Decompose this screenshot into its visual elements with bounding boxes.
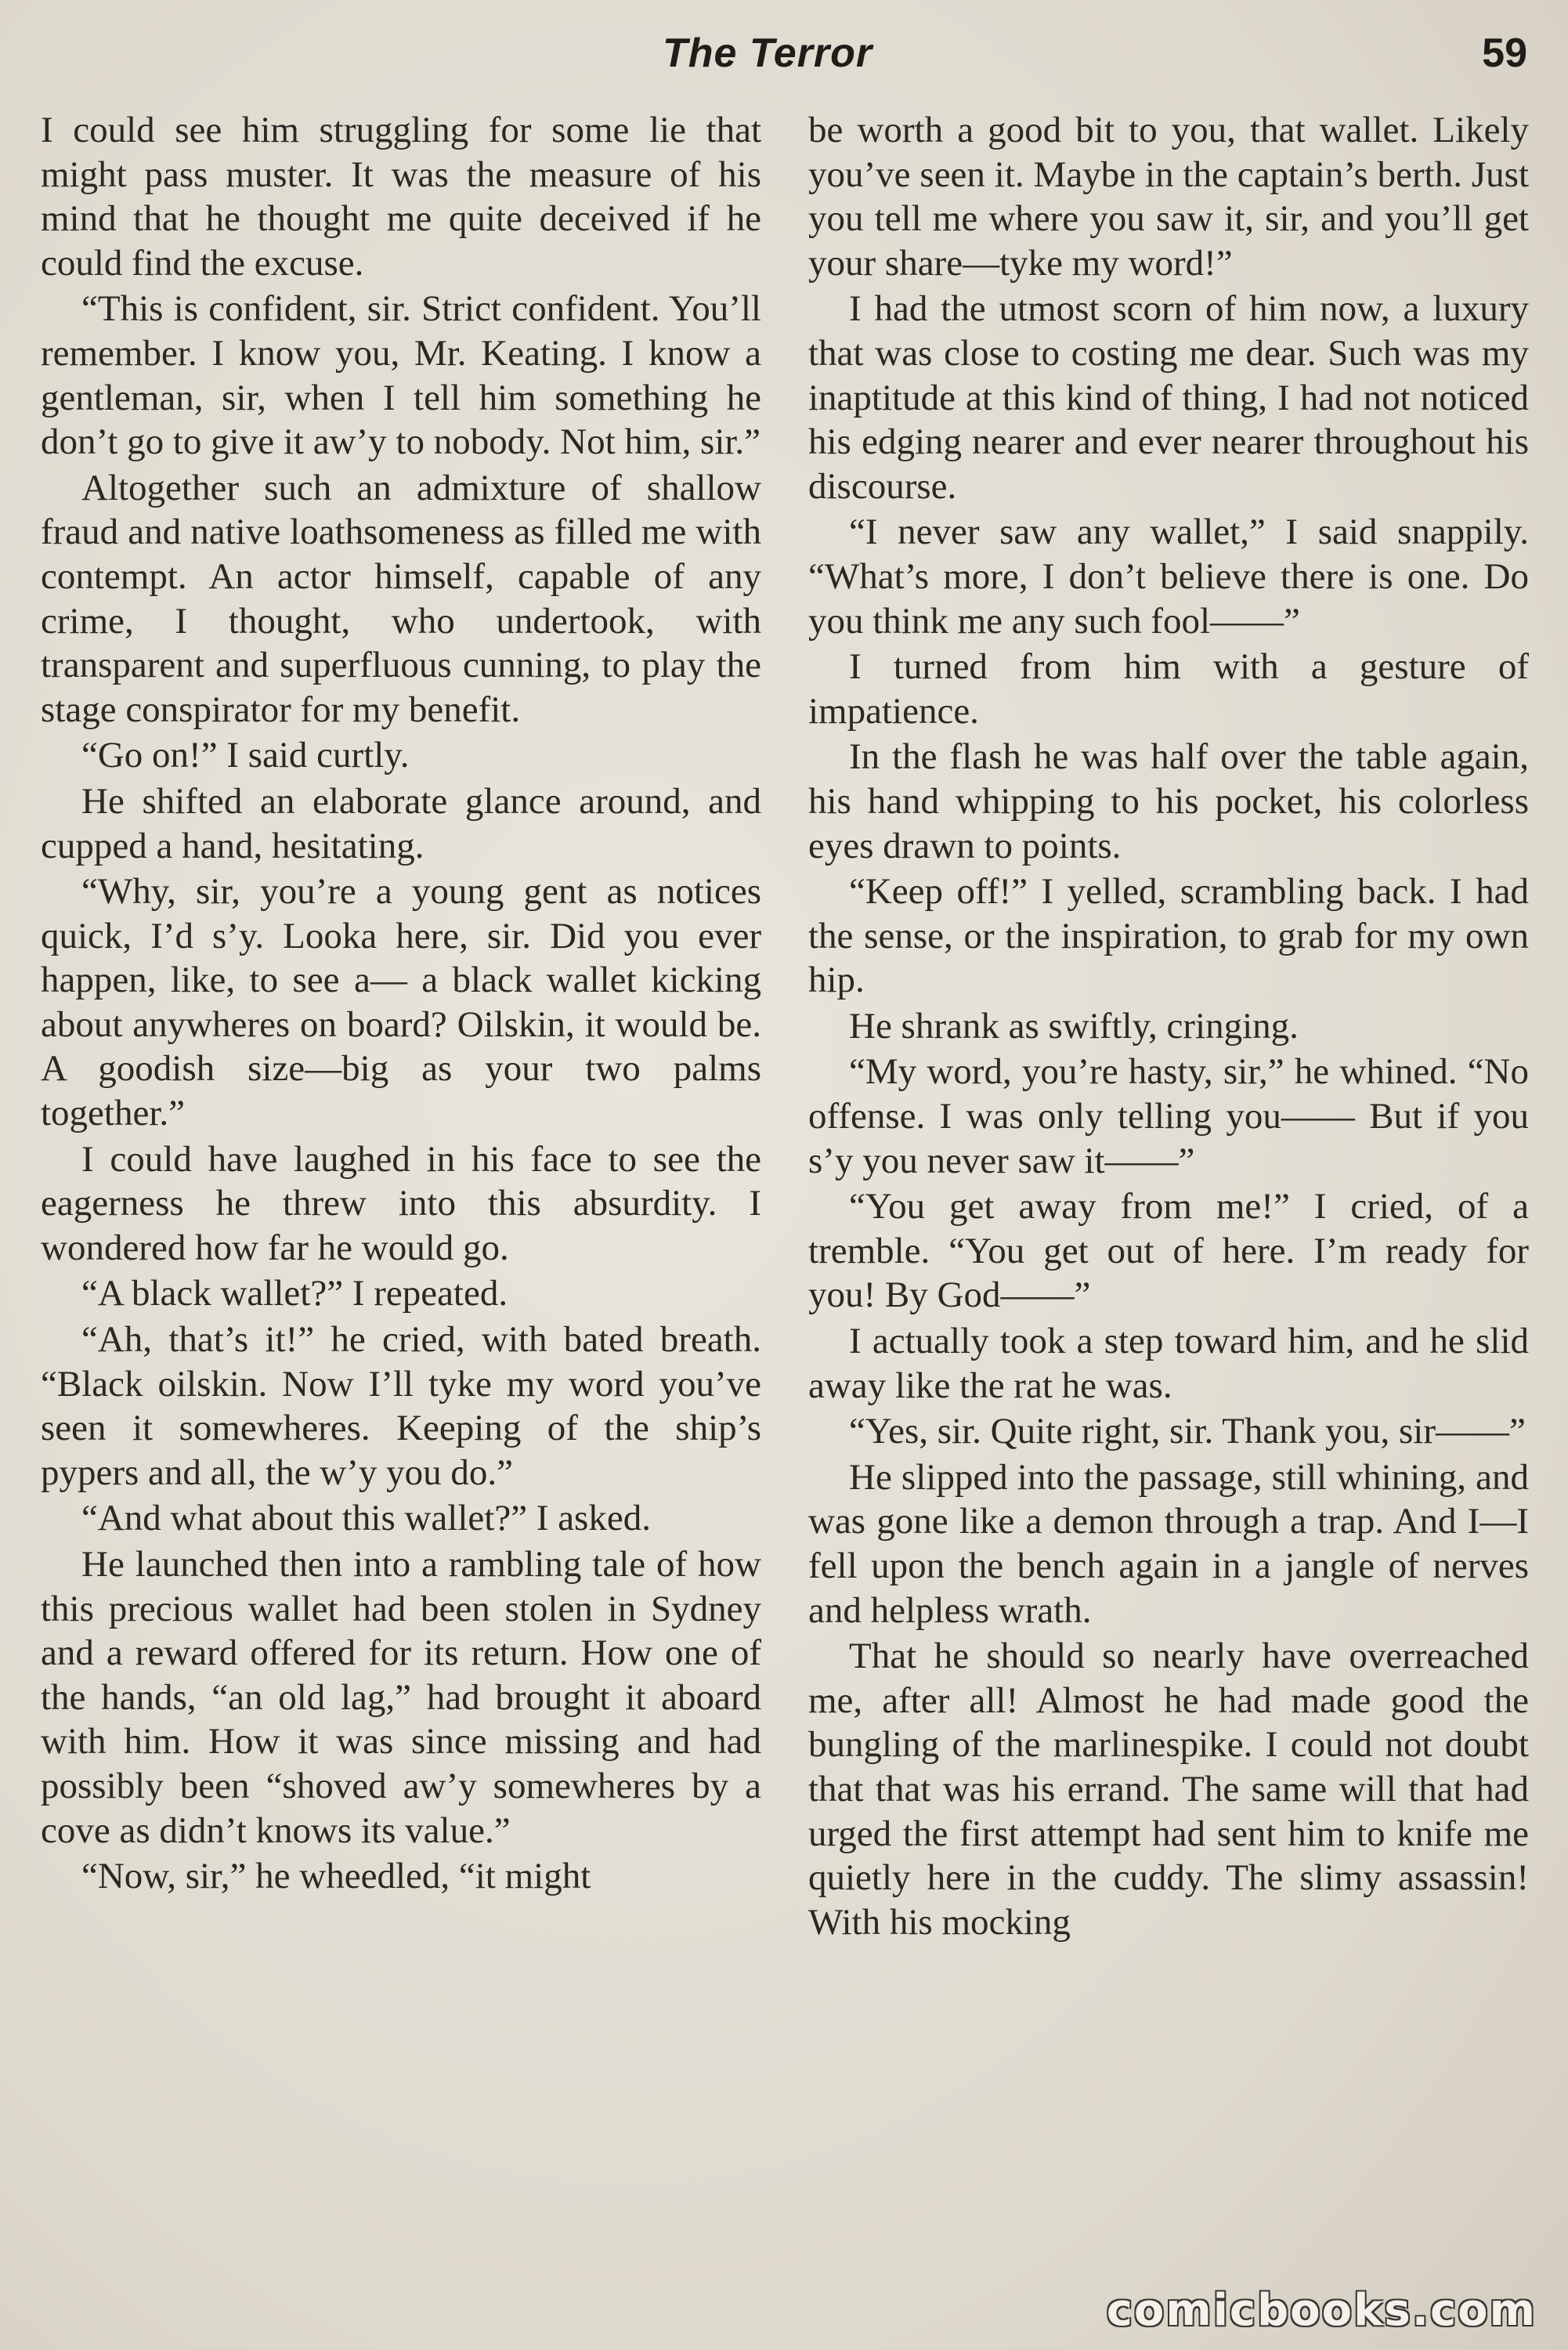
paragraph: “Ah, that’s it!” he cried, with bated breath. “Black oilskin. Now I’ll tyke my word you’ve seen it somewheres. Keeping of the ship’s pypers and all, the w’y you do.”: [41, 1319, 761, 1493]
paragraph: “Yes, sir. Quite right, sir. Thank you, sir——”: [849, 1411, 1526, 1452]
paragraph: He launched then into a rambling tale of how this precious wallet had been stolen in Sydney and a reward offered for its return. How one of the hands, “an old lag,” had brought it aboard with him. How it was since missing and had possibly been “shoved aw’y somewheres by a cove as didn’t knows its value.”: [41, 1544, 761, 1851]
paragraph: He shrank as swiftly, cringing.: [849, 1005, 1299, 1047]
paragraph: be worth a good bit to you, that wallet. Likely you’ve seen it. Maybe in the captain’s berth. Just you tell me where you saw it, sir, and you’ll get your share—tyke my word!”: [808, 110, 1529, 284]
paragraph: I actually took a step toward him, and he slid away like the rat he was.: [808, 1321, 1529, 1406]
paragraph: “And what about this wallet?” I asked.: [81, 1498, 651, 1539]
paragraph: “This is confident, sir. Strict confident. You’ll remember. I know you, Mr. Keating. I know a gentleman, sir, when I tell him something he don’t go to give it aw’y to nobody. Not him, sir.”: [41, 288, 761, 463]
paragraph: I could have laughed in his face to see the eagerness he threw into this absurdity. I wondered how far he would go.: [41, 1138, 761, 1268]
watermark: comicbooks.com: [1106, 2285, 1537, 2336]
paragraph: I turned from him with a gesture of impatience.: [808, 646, 1529, 732]
paragraph: “Why, sir, you’re a young gent as notices quick, I’d s’y. Looka here, sir. Did you ever happen, like, to see a— a black wallet kicking about anywheres on board? Oilskin, it would be. A goodish size—big as your two palms together.”: [41, 871, 761, 1134]
paragraph: “I never saw any wallet,” I said snappily. “What’s more, I don’t believe there is one. Do you think me any such fool——”: [808, 512, 1529, 642]
paragraph: “My word, you’re hasty, sir,” he whined. “No offense. I was only telling you—— But if you s’y you never saw it——”: [808, 1051, 1529, 1181]
paragraph: “A black wallet?” I repeated.: [81, 1273, 508, 1314]
running-title: The Terror: [663, 31, 873, 76]
paragraph: In the flash he was half over the table again, his hand whipping to his pocket, his colorless eyes drawn to points.: [808, 736, 1529, 866]
right-text-column: [808, 108, 1529, 1944]
left-text-column: [41, 108, 761, 1899]
paragraph: “Keep off!” I yelled, scrambling back. I had the sense, or the inspiration, to grab for my own hip.: [808, 871, 1529, 1001]
paragraph: He slipped into the passage, still whining, and was gone like a demon through a trap. And I—I fell upon the bench again in a jangle of nerves and helpless wrath.: [808, 1456, 1529, 1631]
paragraph: I could see him struggling for some lie that might pass muster. It was the measure of his mind that he thought me quite deceived if he could find the excuse.: [41, 110, 761, 284]
paragraph: “Go on!” I said curtly.: [81, 735, 410, 776]
paragraph: He shifted an elaborate glance around, and cupped a hand, hesitating.: [41, 780, 761, 866]
paragraph: “Now, sir,” he wheedled, “it might: [81, 1856, 591, 1897]
paragraph: Altogether such an admixture of shallow fraud and native loathsomeness as filled me with contempt. An actor himself, capable of any crime, I thought, who undertook, with transparent and superfluous cunning, to play the stage conspirator for my benefit.: [41, 467, 761, 730]
paragraph: “You get away from me!” I cried, of a tremble. “You get out of here. I’m ready for you! By God——”: [808, 1186, 1529, 1316]
page-number: 59: [1482, 31, 1527, 76]
paragraph: I had the utmost scorn of him now, a luxury that was close to costing me dear. Such was my inaptitude at this kind of thing, I had not noticed his edging nearer and ever nearer throughout his discourse.: [808, 288, 1529, 507]
page-header: [0, 22, 1568, 92]
paragraph: That he should so nearly have overreached me, after all! Almost he had made good the bungling of the marlinespike. I could not doubt that that was his errand. The same will that had urged the first attempt had sent him to knife me quietly here in the cuddy. The slimy assassin! With his mocking: [808, 1636, 1529, 1943]
